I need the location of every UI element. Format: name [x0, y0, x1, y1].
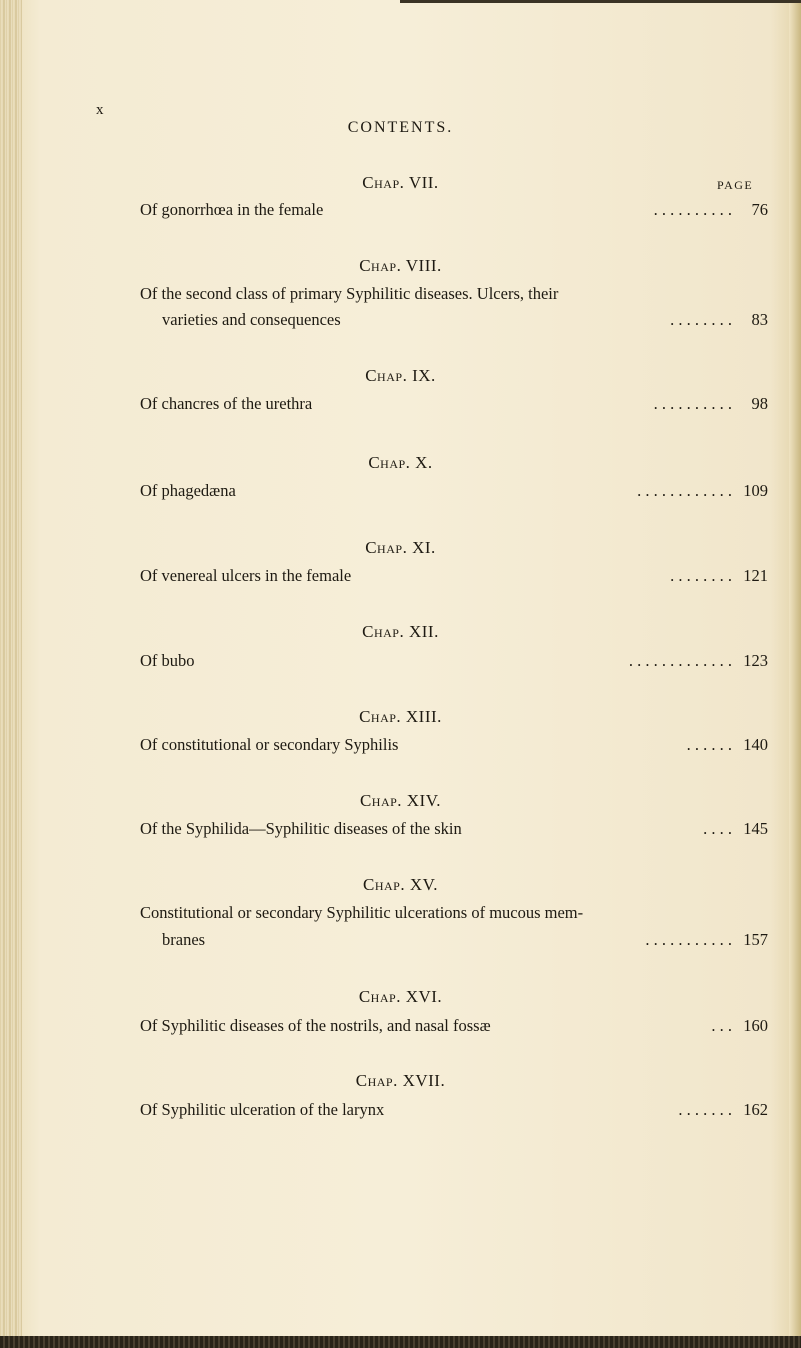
entry-page: 157	[743, 930, 768, 949]
entry-page: 160	[743, 1016, 768, 1035]
chapter-heading: Chap. IX.	[365, 366, 436, 385]
entry-title: Of gonorrhœa in the female	[140, 200, 324, 219]
entry-title: varieties and consequences	[162, 310, 341, 329]
entry-page: 121	[743, 566, 768, 585]
toc-entry	[140, 1096, 768, 1124]
chapter-heading: Chap. XI.	[365, 538, 436, 557]
entry-page: 83	[751, 310, 768, 329]
entry-page: 76	[751, 200, 768, 219]
leader-dots: . . . . . . . . . . .	[645, 930, 732, 949]
entry-page: 162	[743, 1100, 768, 1119]
leader-dots: . . . . . . . . . . . . .	[628, 651, 732, 670]
leader-dots: . . . .	[703, 819, 732, 838]
entry-title: Of venereal ulcers in the female	[140, 566, 352, 585]
leader-dots: . . . . . . . .	[670, 310, 732, 329]
entry-title: branes	[162, 930, 206, 949]
entry-page: 145	[743, 819, 768, 838]
chapter-heading: Chap. XVI.	[358, 987, 443, 1006]
toc-entry	[140, 1012, 768, 1040]
chapter-heading: Chap. XIV.	[359, 791, 442, 810]
toc-entry	[140, 562, 768, 590]
bottom-edge	[0, 1336, 801, 1348]
leader-dots: . . . . . . . . . .	[653, 200, 732, 219]
leader-dots: . . .	[711, 1016, 732, 1035]
entry-page: 140	[743, 735, 768, 754]
page-edge-left	[0, 0, 22, 1348]
page-number: x	[96, 102, 105, 118]
page-column-label: PAGE	[717, 178, 754, 192]
toc-entry	[162, 926, 768, 954]
leader-dots: . . . . . . .	[678, 1100, 732, 1119]
leader-dots: . . . . . . . .	[670, 566, 732, 585]
toc-entry	[140, 390, 768, 418]
entry-page: 98	[751, 394, 768, 413]
chapter-heading: Chap. XVII.	[355, 1071, 446, 1090]
entry-title: Of Syphilitic ulceration of the larynx	[140, 1100, 385, 1119]
entry-title: Of the Syphilida—Syphilitic diseases of the skin	[140, 819, 462, 838]
chapter-heading: Chap. XII.	[362, 622, 439, 641]
entry-title-line1: Of the second class of primary Syphilitic diseases. Ulcers, their	[140, 284, 559, 303]
chapter-heading: Chap. XV.	[363, 875, 438, 894]
chapter-heading: Chap. X.	[368, 453, 433, 472]
leader-dots: . . . . . . . . . . . .	[637, 481, 732, 500]
leader-dots: . . . . . .	[686, 735, 732, 754]
entry-page: 109	[743, 481, 768, 500]
toc-entry	[140, 196, 768, 224]
toc-entry	[140, 477, 768, 505]
entry-title: Of phagedæna	[140, 481, 236, 500]
chapter-heading: Chap. VII.	[362, 173, 439, 192]
running-head: CONTENTS.	[347, 119, 454, 136]
chapter-heading: Chap. XIII.	[359, 707, 442, 726]
entry-title: Of Syphilitic diseases of the nostrils, and nasal fossæ	[140, 1016, 491, 1035]
top-rule	[400, 0, 801, 3]
toc-entry	[140, 731, 768, 759]
chapter-heading: Chap. VIII.	[359, 256, 442, 275]
toc-entry	[162, 306, 768, 334]
entry-page: 123	[743, 651, 768, 670]
toc-entry	[140, 815, 768, 843]
entry-title: Of bubo	[140, 651, 195, 670]
page-edge-right	[789, 0, 801, 1348]
toc-entry	[140, 647, 768, 675]
leader-dots: . . . . . . . . . .	[653, 394, 732, 413]
entry-title-line1: Constitutional or secondary Syphilitic ulcerations of mucous mem-	[140, 903, 584, 922]
entry-title: Of constitutional or secondary Syphilis	[140, 735, 399, 754]
entry-title: Of chancres of the urethra	[140, 394, 313, 413]
